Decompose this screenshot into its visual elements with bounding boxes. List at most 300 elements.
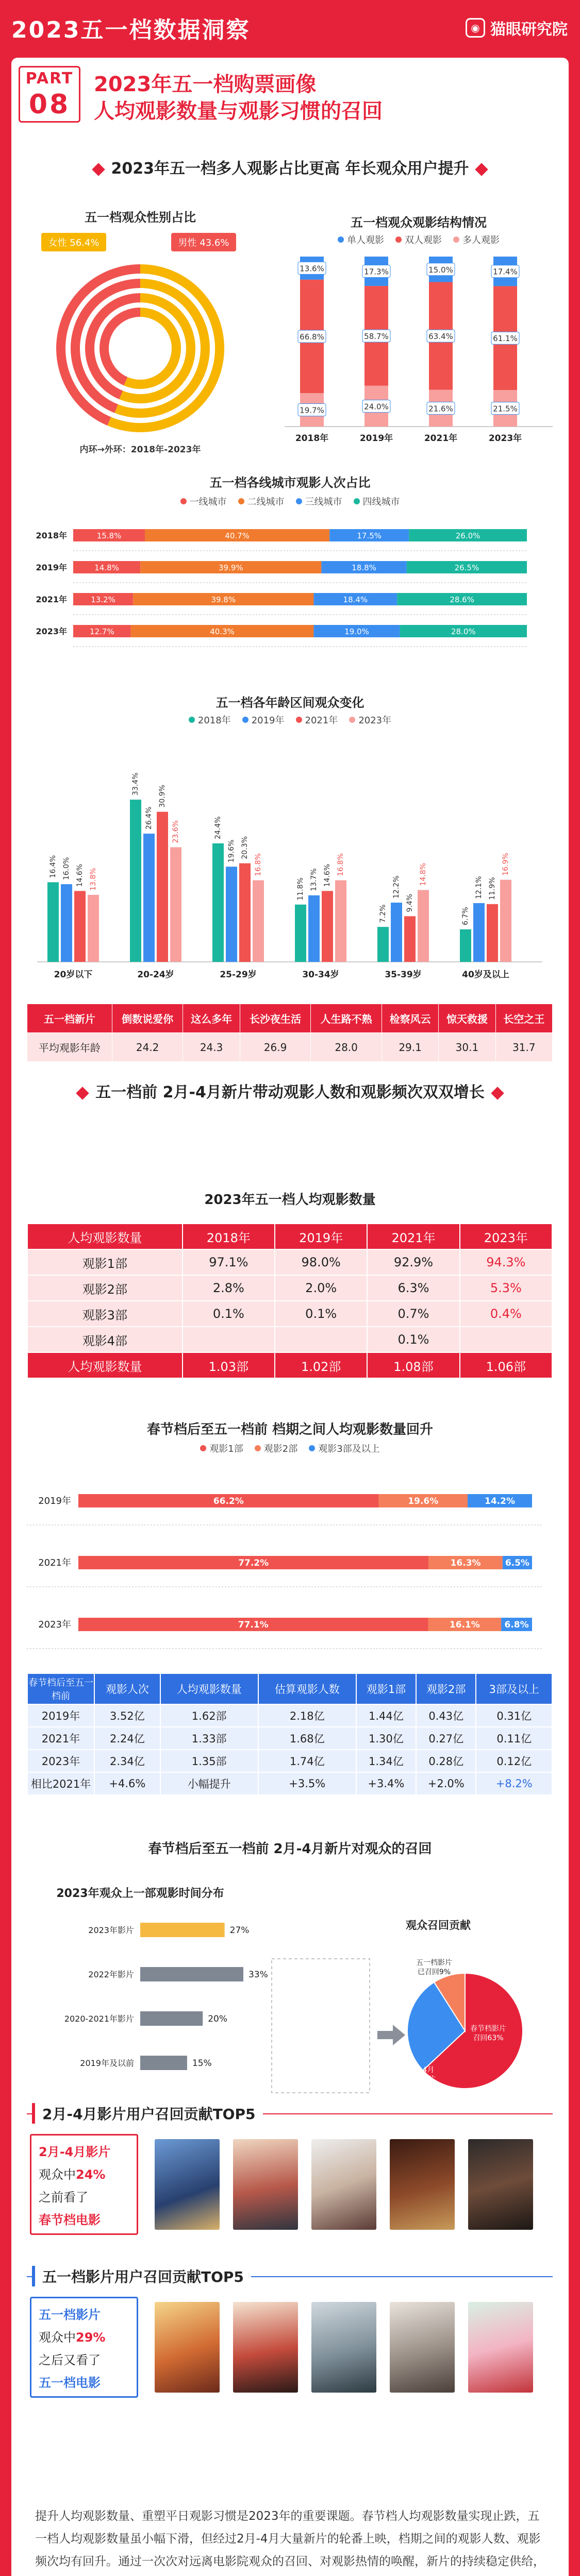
between-table [27,1673,553,1795]
movie-poster[interactable] [311,2139,376,2230]
city-chart-title: 五一档各线城市观影人次占比 [209,476,371,490]
age-bar [61,884,72,962]
part-number: 08 [28,89,71,120]
between-cell: 1.62部 [160,1704,258,1727]
per-capita-row-label: 观影1部 [27,1249,183,1275]
between-cell: +4.6% [94,1772,160,1795]
per-capita-row [27,1327,552,1352]
age-data-label: 19.6% [227,839,236,863]
between-head-cell: 估算观影人数 [258,1673,356,1704]
city-year-label: 2018年 [36,531,67,540]
between-head-cell: 春节档后至五一档前 [27,1673,94,1704]
age-bar [404,916,416,962]
age-table-header [27,1004,553,1033]
age-bar [212,843,224,962]
female-ring-arc [126,312,176,384]
gender-caption: 内环→外环：2018年-2023年 [79,445,201,455]
legend-tier3 [296,495,342,508]
recall-data-label: 20% [208,2014,228,2024]
recall-pie-label: 五一档影片已召回9% [416,1959,452,1976]
movie-poster[interactable] [233,2302,298,2393]
top5b-title: 五一档影片用户召回贡献TOP5 [32,2266,251,2286]
age-data-label: 11.9% [488,877,496,900]
spring-data-label: 16.1% [449,1620,480,1630]
part-label: PART [25,70,74,88]
age-data-label: 14.6% [323,863,332,887]
per-capita-total-row [27,1352,552,1378]
age-bar [170,847,181,962]
age-table [27,1004,553,1062]
between-cell: 小幅提升 [160,1772,258,1795]
structure-legend [279,233,558,246]
legend-text: 观影3部及以上 [318,1444,380,1454]
structure-data-label: 17.4% [493,267,518,277]
spring-data-label: 66.2% [213,1496,244,1506]
cat-eye-logo-icon: ◉ [466,18,485,38]
movie-poster[interactable] [155,2302,220,2393]
callout-line: 2月-4月影片 [39,2145,111,2159]
between-cell: 1.34亿 [356,1750,416,1772]
summary-paragraph: 提升人均观影数量、重塑平日观影习惯是2023年的重要课题。春节档人均观影数量实现止跌，五一档人均观影数量虽小幅下滑，但经过2月-4月大量新片的轮番上映，档期之间的观影人数、观影频次均有回升。通过一次次对远离电影院观众的召回、对观影热情的唤醒，新片的持续稳定供给， [35,2510,545,2568]
age-bar [391,903,402,962]
legend-text: 2019年 [251,715,285,726]
spring-data-label: 6.5% [505,1558,529,1568]
city-data-label: 17.5% [357,531,382,540]
legend-double [395,233,442,246]
per-capita-cell: 0.1% [275,1301,367,1327]
per-capita-head-cell: 2018年 [183,1224,275,1249]
city-data-label: 26.5% [454,563,479,572]
age-table-row [27,1033,553,1062]
structure-data-label: 19.7% [300,405,324,415]
age-group-label: 30-34岁 [302,970,339,980]
legend-single [338,233,384,246]
per-capita-cell: 0.1% [183,1301,275,1327]
between-cell: 0.12亿 [476,1750,552,1772]
structure-data-label: 17.3% [364,267,389,277]
per-capita-title: 2023年五一档人均观影数量 [204,1192,376,1208]
legend-watch3 [309,1442,379,1455]
per-capita-row-label: 观影4部 [27,1327,183,1352]
legend-text: 2021年 [305,715,338,726]
between-row [27,1750,552,1772]
between-cell: 相比2021年 [27,1772,94,1795]
age-chart [27,730,553,998]
legend-text: 观影2部 [263,1444,298,1454]
legend-text: 多人观影 [462,235,500,246]
female-label: 女性 56.4% [48,238,100,248]
diamond-icon [491,1087,504,1099]
age-bar [88,895,99,962]
city-data-label: 18.4% [343,595,368,604]
legend-2018 [189,713,231,726]
between-cell: 1.35部 [160,1750,258,1772]
callout-text: 观众中 [39,2167,76,2182]
spring-chart [27,1460,553,1666]
movie-poster[interactable] [390,2302,455,2393]
per-capita-row [27,1275,552,1301]
per-capita-cell: 5.3% [460,1275,552,1301]
structure-chart [279,251,558,468]
age-data-label: 24.4% [214,816,222,839]
between-cell: 0.11亿 [476,1727,552,1750]
callout-line [39,2326,129,2349]
age-bar [130,800,141,962]
movie-poster[interactable] [155,2139,220,2230]
between-cell: 2023年 [27,1750,94,1772]
city-data-label: 14.8% [94,563,119,572]
age-table-cell: 30.1 [439,1033,495,1062]
legend-dot [453,236,459,243]
age-data-label: 11.8% [296,877,305,901]
section2-title-text: 五一档前 2月-4月新片带动观影人数和观影频次双双增长 [95,1083,485,1101]
structure-data-label: 63.4% [428,332,453,342]
legend-2023 [349,713,391,726]
per-capita-cell [183,1327,275,1352]
spring-chart-title: 春节档后至五一档前 档期之间人均观影数量回升 [146,1422,434,1437]
spring-data-label: 16.3% [450,1558,481,1568]
movie-poster[interactable] [233,2139,298,2230]
movie-poster[interactable] [390,2139,455,2230]
legend-dot [349,717,355,723]
recall-pie-label: 春节档影片召回63% [470,2025,506,2042]
age-table-head-cell: 惊天救援 [439,1004,495,1033]
age-group-label: 35-39岁 [385,970,422,980]
recall-chart [22,1902,558,2119]
age-table-cell: 24.3 [183,1033,240,1062]
age-bar [460,929,471,962]
age-data-label: 30.9% [158,785,167,808]
between-cell: 1.33部 [160,1727,258,1750]
age-data-label: 16.8% [254,853,262,876]
gender-donut-chart [22,226,269,463]
per-capita-total-cell: 1.08部 [367,1352,459,1378]
structure-data-label: 58.7% [364,331,389,341]
per-capita-cell: 6.3% [367,1275,459,1301]
between-cell: 2.24亿 [94,1727,160,1750]
between-cell: +8.2% [476,1772,552,1795]
age-data-label: 12.1% [475,876,483,899]
age-data-label: 23.6% [172,820,180,843]
diamond-icon [475,163,488,176]
recall-title: 春节档后至五一档前 2月-4月新片对观众的召回 [148,1841,432,1857]
legend-dot [395,236,402,243]
age-data-label: 14.6% [76,863,84,887]
legend-2021 [296,713,338,726]
between-header [27,1673,552,1704]
report-sheet [11,58,569,2576]
legend-dot [200,1445,206,1451]
city-data-label: 39.8% [211,595,236,604]
top5b-callout [30,2297,138,2398]
recall-bar [140,2056,187,2070]
male-label: 男性 43.6% [178,238,229,248]
brand [466,16,568,39]
diamond-icon [76,1087,89,1099]
per-capita-head-cell: 人均观影数量 [27,1224,183,1249]
legend-dot [338,236,344,243]
age-data-label: 20.3% [241,836,249,859]
diamond-icon [92,163,105,176]
legend-dot [180,498,187,504]
male-ring-arc [104,312,140,381]
spring-data-label: 77.1% [238,1620,269,1630]
callout-line: 五一档影片 [39,2308,101,2322]
per-capita-cell: 97.1% [183,1249,275,1275]
pie-title: 观众召回贡献 [406,1919,471,1931]
recall-dashed-box [272,1959,370,2093]
age-data-label: 12.2% [392,875,401,899]
legend-tier1 [180,495,227,508]
age-table-head-cell: 倒数说爱你 [112,1004,183,1033]
section1-title-text: 2023年五一档多人观影占比更高 年长观众用户提升 [111,160,469,178]
structure-data-label: 61.1% [493,334,518,344]
brand-name: 猫眼研究院 [490,21,568,39]
age-data-label: 33.4% [131,772,140,796]
between-head-cell: 3部及以上 [476,1673,552,1704]
spring-year-label: 2019年 [38,1496,71,1506]
section2-title [11,1079,569,1102]
between-cell: 1.74亿 [258,1750,356,1772]
age-table-head-cell: 长空之王 [495,1004,552,1033]
part-title-line2: 人均观影数量与观影习惯的召回 [94,99,383,123]
legend-2019 [242,713,285,726]
between-cell: 2.18亿 [258,1704,356,1727]
age-data-label: 7.2% [379,904,387,923]
recall-data-label: 15% [192,2058,212,2069]
spring-data-label: 6.8% [504,1620,529,1630]
top5a-title: 2月-4月影片用户召回贡献TOP5 [32,2103,263,2124]
structure-data-label: 21.5% [493,404,518,414]
age-data-label: 26.4% [145,806,153,830]
per-capita-row-label: 观影3部 [27,1301,183,1327]
legend-text: 三线城市 [305,497,342,507]
legend-multi [453,233,500,246]
age-data-label: 16.9% [502,853,510,876]
legend-text: 双人观影 [405,235,442,246]
age-bar [239,863,251,962]
between-cell: 1.30亿 [356,1727,416,1750]
age-table-head-cell: 五一档新片 [27,1004,112,1033]
age-data-label: 16.0% [62,857,71,880]
city-year-label: 2019年 [36,563,67,572]
callout-pct: 29% [76,2330,106,2345]
city-data-label: 28.6% [450,595,474,604]
structure-data-label: 66.8% [300,332,324,342]
between-cell: 3.52亿 [94,1704,160,1727]
arrow-right-icon [377,2025,405,2045]
legend-dot [255,1445,261,1451]
age-group-label: 20-24岁 [137,970,174,980]
city-data-label: 40.3% [210,627,235,636]
structure-data-label: 15.0% [428,265,453,275]
between-cell: +3.4% [356,1772,416,1795]
between-cell: +3.5% [258,1772,356,1795]
age-bar [253,880,264,962]
age-bar [335,880,346,962]
recall-category-label: 2022年影片 [88,1970,134,1979]
between-cell: 2021年 [27,1727,94,1750]
city-data-label: 26.0% [455,531,480,540]
age-data-label: 16.8% [337,853,345,876]
spring-legend [11,1442,569,1455]
legend-text: 二线城市 [247,497,285,507]
age-bar [500,880,511,962]
age-bar [157,812,168,962]
per-capita-row-label: 观影2部 [27,1275,183,1301]
between-head-cell: 人均观影数量 [160,1673,258,1704]
legend-text: 观影1部 [209,1444,243,1454]
per-capita-head-cell: 2019年 [275,1224,367,1249]
between-cell: 1.44亿 [356,1704,416,1727]
structure-year-label: 2018年 [295,433,329,444]
recall-category-label: 2020-2021年影片 [64,2014,134,2024]
age-group-label: 20岁以下 [54,970,93,980]
legend-dot [238,498,244,504]
top-bar [0,0,580,57]
callout-line [39,2163,129,2186]
structure-year-label: 2023年 [488,433,522,444]
between-head-cell: 观影人次 [94,1673,160,1704]
legend-dot [309,1445,315,1451]
recall-bar [140,1967,243,1981]
legend-dot [296,717,302,723]
legend-dot [189,717,195,723]
age-bar [295,905,306,962]
between-row [27,1772,552,1795]
callout-line: 之前看了 [39,2190,88,2205]
per-capita-cell [460,1327,552,1352]
movie-poster[interactable] [468,2302,533,2393]
per-capita-total-cell: 1.03部 [183,1352,275,1378]
between-head-cell: 观影2部 [416,1673,476,1704]
per-capita-cell: 2.8% [183,1275,275,1301]
structure-data-label: 13.6% [300,264,324,274]
legend-dot [296,498,302,504]
per-capita-total-cell: 1.02部 [275,1352,367,1378]
age-bar [487,904,498,962]
part-title [94,71,383,125]
recall-pie-label: 2月-4月上映影片召回28% [406,2066,437,2093]
per-capita-cell: 94.3% [460,1249,552,1275]
legend-text: 一线城市 [189,497,227,507]
age-data-label: 6.7% [461,907,470,925]
distribution-title: 2023年观众上一部观影时间分布 [56,1887,224,1900]
legend-watch1 [200,1442,243,1455]
age-table-cell: 26.9 [240,1033,311,1062]
city-chart [27,514,553,709]
recall-data-label: 33% [248,1970,268,1980]
city-data-label: 19.0% [344,627,369,636]
age-legend [11,713,569,726]
between-cell: 0.27亿 [416,1727,476,1750]
age-table-row-label: 平均观影年龄 [27,1033,112,1062]
movie-poster[interactable] [468,2139,533,2230]
recall-bar [140,1923,225,1937]
callout-line: 春节档电影 [39,2213,101,2227]
age-bar [47,882,59,962]
city-data-label: 18.8% [352,563,376,572]
per-capita-cell: 0.7% [367,1301,459,1327]
spring-data-label: 14.2% [485,1496,516,1506]
structure-chart-title: 五一档观众观影结构情况 [351,215,487,230]
per-capita-head-cell: 2021年 [367,1224,459,1249]
age-table-cell: 29.1 [382,1033,438,1062]
age-bar [143,834,155,962]
per-capita-cell: 98.0% [275,1249,367,1275]
age-data-label: 14.8% [419,862,427,886]
per-capita-total-cell: 1.06部 [460,1352,552,1378]
legend-tier2 [238,495,285,508]
structure-data-label: 24.0% [364,402,389,412]
top5a-callout [30,2134,138,2235]
age-bar [377,927,389,962]
age-data-label: 13.7% [310,868,318,891]
recall-data-label: 27% [229,1925,250,1936]
movie-poster[interactable] [311,2302,376,2393]
spring-year-label: 2023年 [38,1619,71,1630]
per-capita-total-label: 人均观影数量 [27,1352,183,1378]
part-badge [19,66,80,123]
per-capita-row [27,1301,552,1327]
part-title-line1: 2023年五一档购票画像 [94,73,317,96]
age-chart-title: 五一档各年龄区间观众变化 [216,696,364,710]
between-cell: 2019年 [27,1704,94,1727]
between-cell: 1.68亿 [258,1727,356,1750]
legend-dot [242,717,248,723]
structure-data-label: 21.6% [428,404,453,414]
age-bar [226,867,237,962]
city-year-label: 2023年 [36,626,67,636]
callout-text: 观众中 [39,2330,76,2345]
legend-text: 单人观影 [347,235,384,246]
gender-chart-title: 五一档观众性别占比 [85,210,196,225]
age-bar [308,895,320,962]
section1-title [11,156,569,178]
structure-year-label: 2019年 [359,433,393,444]
report-title: 2023五一档数据洞察 [11,17,251,43]
age-bar [322,891,333,962]
age-table-head-cell: 长沙夜生活 [240,1004,311,1033]
per-capita-cell: 0.1% [367,1327,459,1352]
city-data-label: 39.9% [218,563,243,572]
between-row [27,1704,552,1727]
age-table-head-cell: 检察风云 [382,1004,438,1033]
age-table-cell: 28.0 [311,1033,382,1062]
age-group-label: 40岁及以上 [462,970,509,980]
spring-data-label: 19.6% [408,1496,439,1506]
age-data-label: 9.4% [406,893,414,912]
per-capita-table [27,1223,553,1379]
between-cell: 2.34亿 [94,1750,160,1772]
city-legend [11,495,569,508]
city-data-label: 15.8% [96,531,122,540]
legend-watch2 [255,1442,297,1455]
recall-bar [140,2011,203,2026]
city-data-label: 12.7% [90,627,114,636]
recall-category-label: 2019年及以前 [80,2058,134,2068]
callout-line: 之后又看了 [39,2353,101,2367]
age-bar [473,903,485,962]
per-capita-row [27,1249,552,1275]
legend-dot [354,498,360,504]
age-table-head-cell: 这么多年 [183,1004,240,1033]
legend-text: 2023年 [358,715,392,726]
age-data-label: 16.4% [49,855,57,878]
between-head-cell: 观影1部 [356,1673,416,1704]
city-data-label: 40.7% [225,531,250,540]
per-capita-cell: 0.4% [460,1301,552,1327]
